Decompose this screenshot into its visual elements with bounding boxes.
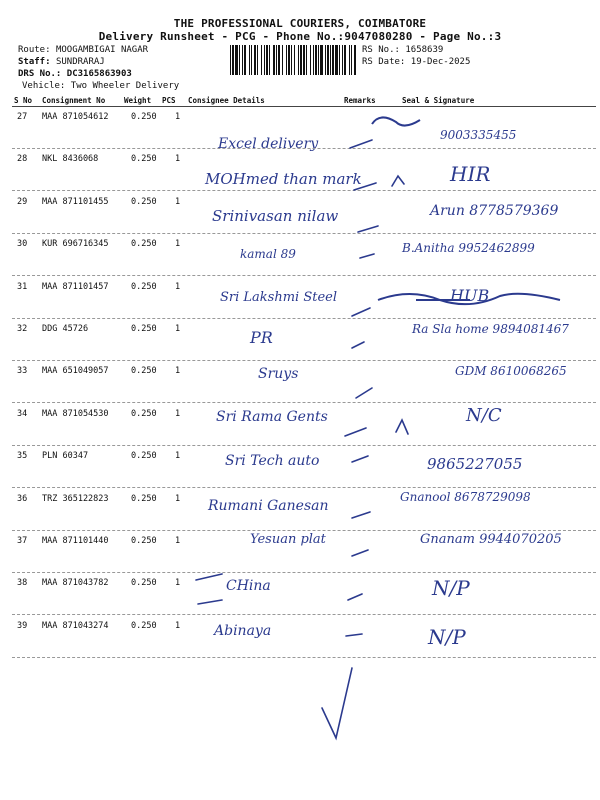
barcode-bar — [251, 45, 252, 75]
row-consignment-no: MAA 871101440 — [42, 536, 109, 546]
row-pcs: 1 — [175, 154, 181, 164]
barcode-bar — [310, 45, 311, 75]
row-divider — [12, 657, 596, 658]
consignee-handwriting: MOHmed than mark — [205, 170, 362, 188]
row-consignment-no: PLN 60347 — [42, 451, 89, 461]
consignee-handwriting: Sruys — [258, 366, 299, 382]
consignee-handwriting: Excel delivery — [218, 136, 319, 152]
rs-date-line — [362, 57, 470, 67]
row-pcs: 1 — [175, 451, 181, 461]
seal-signature-handwriting: Arun 8778579369 — [430, 203, 559, 219]
barcode-bar — [286, 45, 287, 75]
row-sno: 34 — [17, 409, 28, 419]
table-row — [0, 278, 600, 320]
consignee-handwriting: Sri Lakshmi Steel — [220, 290, 338, 305]
table-row — [0, 235, 600, 277]
barcode-bar — [315, 45, 317, 75]
row-divider — [12, 445, 596, 446]
seal-signature-handwriting: Gnanam 9944070205 — [420, 532, 562, 547]
barcode-bar — [266, 45, 268, 75]
barcode-bar — [264, 45, 265, 75]
route-line — [18, 45, 148, 55]
consignee-handwriting: Srinivasan nilaw — [212, 207, 339, 225]
row-sno: 27 — [17, 112, 28, 122]
row-sno: 39 — [17, 621, 28, 631]
drs-label: DRS No.: — [18, 69, 62, 79]
row-divider — [12, 402, 596, 403]
barcode-bar — [294, 45, 295, 75]
row-weight: 0.250 — [131, 409, 157, 419]
row-consignment-no: TRZ 365122823 — [42, 494, 109, 504]
barcode-bar — [291, 45, 292, 75]
col-weight: Weight — [124, 96, 152, 105]
row-divider — [12, 148, 596, 149]
barcode-bar — [330, 45, 331, 75]
row-consignment-no: DDG 45726 — [42, 324, 89, 334]
row-weight: 0.250 — [131, 451, 157, 461]
table-row — [0, 320, 600, 362]
table-row — [0, 362, 600, 404]
barcode-bar — [288, 45, 290, 75]
row-pcs: 1 — [175, 536, 181, 546]
seal-signature-handwriting: 9865227055 — [427, 455, 523, 473]
barcode-bar — [320, 45, 323, 75]
barcode-bar — [230, 45, 231, 75]
seal-signature-handwriting: HUB — [450, 286, 490, 305]
vehicle-label: Vehicle: — [22, 81, 66, 91]
company-title: THE PROFESSIONAL COURIERS, COIMBATORE — [173, 17, 427, 30]
staff-value: SUNDRARAJ — [55, 57, 105, 67]
row-sno: 38 — [17, 578, 28, 588]
row-divider — [12, 318, 596, 319]
row-weight: 0.250 — [131, 578, 157, 588]
row-weight: 0.250 — [131, 366, 157, 376]
row-sno: 37 — [17, 536, 28, 546]
barcode-bar — [344, 45, 346, 75]
row-sno: 31 — [17, 282, 28, 292]
seal-signature-handwriting: Ra Sla home 9894081467 — [412, 322, 569, 336]
barcode-bar — [278, 45, 280, 75]
seal-signature-handwriting: N/P — [432, 576, 470, 600]
staff-label: Staff: — [18, 57, 51, 67]
seal-signature-handwriting: GDM 8610068265 — [455, 364, 567, 378]
row-sno: 36 — [17, 494, 28, 504]
barcode-bar — [254, 45, 256, 75]
row-consignment-no: NKL 8436068 — [42, 154, 99, 164]
consignee-handwriting: Sri Rama Gents — [216, 409, 328, 425]
row-pcs: 1 — [175, 112, 181, 122]
row-pcs: 1 — [175, 409, 181, 419]
barcode-bar — [244, 45, 246, 75]
row-consignment-no: MAA 871043782 — [42, 578, 109, 588]
consignee-handwriting: kamal 89 — [240, 247, 296, 261]
row-weight: 0.250 — [131, 494, 157, 504]
header-rule — [12, 106, 596, 107]
row-sno: 32 — [17, 324, 28, 334]
barcode-bar — [276, 45, 277, 75]
barcode-bar — [327, 45, 329, 75]
barcode-bar — [306, 45, 307, 75]
row-sno: 28 — [17, 154, 28, 164]
row-sno: 29 — [17, 197, 28, 207]
consignee-handwriting: Sri Tech auto — [225, 453, 320, 469]
seal-signature-handwriting: Gnanool 8678729098 — [400, 490, 531, 504]
row-divider — [12, 614, 596, 615]
row-divider — [12, 572, 596, 573]
table-row — [0, 193, 600, 235]
seal-signature-handwriting: N/C — [466, 405, 502, 426]
runsheet-subtitle: Delivery Runsheet - PCG - Phone No.:9047080280 - Page No.:3 — [98, 30, 502, 43]
row-weight: 0.250 — [131, 621, 157, 631]
consignee-handwriting: Rumani Ganesan — [208, 498, 329, 514]
barcode-bar — [298, 45, 299, 75]
ink-remark-stroke — [322, 668, 352, 738]
consignee-handwriting: PR — [250, 328, 273, 347]
row-pcs: 1 — [175, 578, 181, 588]
barcode-bar — [325, 45, 326, 75]
vehicle-line — [22, 81, 179, 91]
row-consignment-no: MAA 871043274 — [42, 621, 109, 631]
barcode-bar — [351, 45, 352, 75]
row-weight: 0.250 — [131, 112, 157, 122]
row-divider — [12, 190, 596, 191]
rs-date-label: RS Date: — [362, 57, 406, 67]
row-pcs: 1 — [175, 239, 181, 249]
row-weight: 0.250 — [131, 536, 157, 546]
row-sno: 30 — [17, 239, 28, 249]
barcode-bar — [349, 45, 350, 75]
row-weight: 0.250 — [131, 197, 157, 207]
barcode-bar — [332, 45, 334, 75]
row-pcs: 1 — [175, 197, 181, 207]
row-sno: 35 — [17, 451, 28, 461]
rs-no-line — [362, 45, 443, 55]
table-row — [0, 108, 600, 150]
seal-signature-handwriting: B.Anitha 9952462899 — [402, 241, 535, 255]
row-divider — [12, 487, 596, 488]
barcode-bar — [235, 45, 238, 75]
consignee-handwriting: Yesuan plat — [250, 532, 326, 547]
row-consignment-no: MAA 871054612 — [42, 112, 109, 122]
col-consignment: Consignment No — [42, 96, 106, 105]
vehicle-value: Two Wheeler Delivery — [70, 81, 180, 91]
row-weight: 0.250 — [131, 282, 157, 292]
row-consignment-no: MAA 651049057 — [42, 366, 109, 376]
row-divider — [12, 530, 596, 531]
consignee-handwriting: CHina — [226, 578, 271, 594]
barcode-bar — [335, 45, 338, 75]
barcode-bar — [239, 45, 240, 75]
table-row — [0, 532, 600, 574]
barcode-bar — [339, 45, 340, 75]
barcode-image — [230, 45, 356, 75]
barcode-bar — [282, 45, 283, 75]
col-sno: S No — [14, 96, 33, 105]
row-pcs: 1 — [175, 324, 181, 334]
drs-value: DC3165863903 — [66, 69, 132, 79]
table-row — [0, 574, 600, 616]
route-label: Route: — [18, 45, 51, 55]
table-row — [0, 150, 600, 192]
barcode-bar — [313, 45, 314, 75]
row-weight: 0.250 — [131, 154, 157, 164]
col-seal: Seal & Signature — [402, 96, 475, 105]
row-consignment-no: MAA 871101455 — [42, 197, 109, 207]
row-weight: 0.250 — [131, 324, 157, 334]
staff-line — [18, 57, 105, 67]
barcode-bar — [300, 45, 302, 75]
row-divider — [12, 360, 596, 361]
row-weight: 0.250 — [131, 239, 157, 249]
row-consignment-no: MAA 871101457 — [42, 282, 109, 292]
table-row — [0, 447, 600, 489]
barcode-bar — [342, 45, 343, 75]
row-divider — [12, 233, 596, 234]
row-divider — [12, 275, 596, 276]
drs-line — [18, 69, 132, 79]
row-pcs: 1 — [175, 282, 181, 292]
row-pcs: 1 — [175, 494, 181, 504]
consignee-handwriting: Abinaya — [214, 623, 272, 639]
seal-signature-handwriting: HIR — [450, 162, 491, 186]
row-pcs: 1 — [175, 621, 181, 631]
table-row — [0, 617, 600, 659]
table-row — [0, 405, 600, 447]
barcode-bar — [249, 45, 250, 75]
table-row — [0, 490, 600, 532]
barcode-bar — [269, 45, 270, 75]
barcode-bar — [232, 45, 234, 75]
col-remarks: Remarks — [344, 96, 376, 105]
barcode-bar — [318, 45, 319, 75]
barcode-bar — [273, 45, 275, 75]
row-consignment-no: MAA 871054530 — [42, 409, 109, 419]
col-pcs: PCS — [162, 96, 176, 105]
seal-signature-handwriting: 9003335455 — [440, 128, 517, 142]
barcode-bar — [261, 45, 262, 75]
col-consignee: Consignee Details — [188, 96, 265, 105]
rs-date-value: 19-Dec-2025 — [410, 57, 471, 67]
barcode-bar — [257, 45, 258, 75]
row-sno: 33 — [17, 366, 28, 376]
route-value: MOOGAMBIGAI NAGAR — [55, 45, 149, 55]
rs-no-label: RS No.: — [362, 45, 400, 55]
rs-no-value: 1658639 — [405, 45, 444, 55]
barcode-bar — [242, 45, 243, 75]
seal-signature-handwriting: N/P — [428, 625, 466, 649]
row-pcs: 1 — [175, 366, 181, 376]
barcode-bar — [354, 45, 356, 75]
row-consignment-no: KUR 696716345 — [42, 239, 109, 249]
barcode-bar — [303, 45, 305, 75]
